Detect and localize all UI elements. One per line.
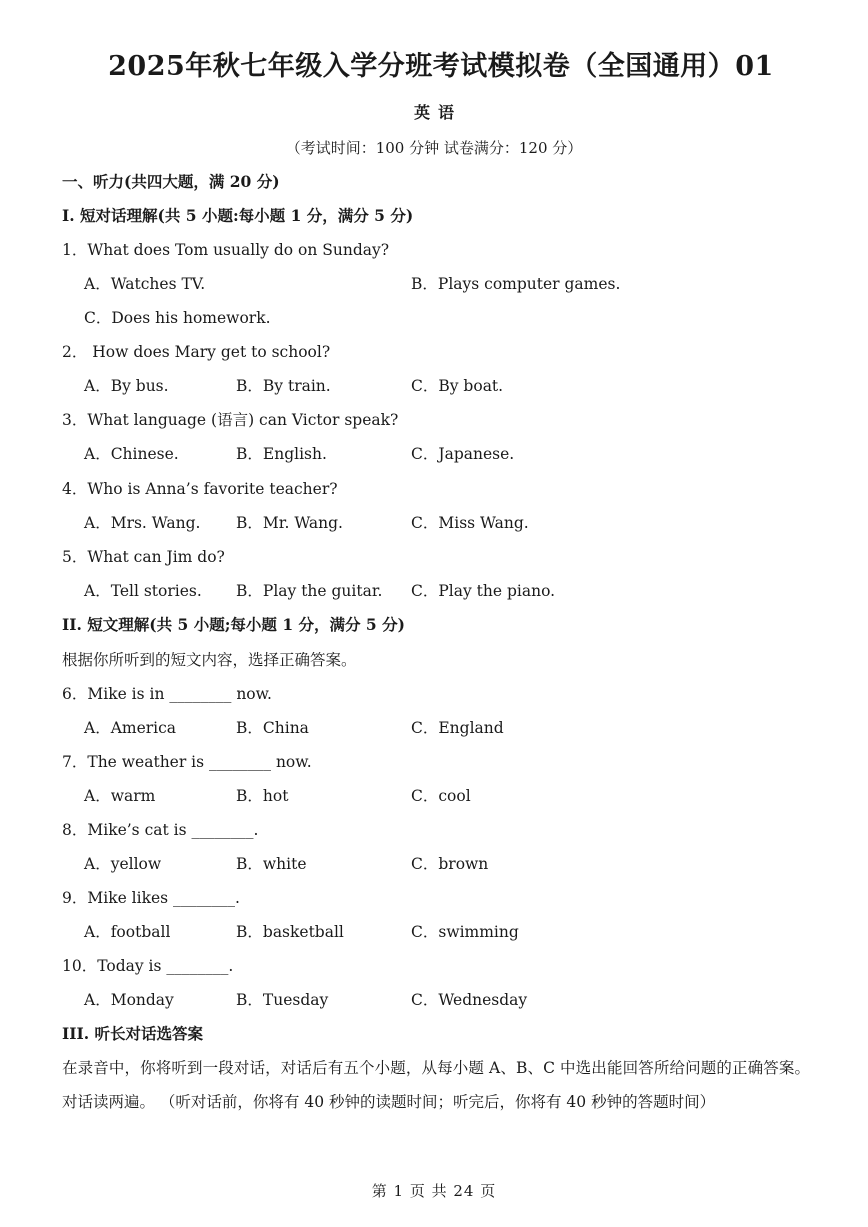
question-5-option-c: C．Play the piano. bbox=[411, 582, 556, 600]
subject-label: 英语 bbox=[413, 103, 462, 122]
part-heading-short-dialogues: I. 短对话理解(共 5 小题:每小题 1 分，满分 5 分) bbox=[62, 206, 414, 225]
question-5-option-b: B．Play the guitar. bbox=[236, 582, 383, 600]
page-title: 2025年秋七年级入学分班考试模拟卷（全国通用）01 bbox=[108, 51, 774, 82]
question-7-option-a: A．warm bbox=[84, 787, 156, 805]
question-8-option-c: C．brown bbox=[411, 855, 489, 873]
question-2-option-a: A．By bus. bbox=[84, 377, 169, 395]
question-5: 5．What can Jim do? bbox=[62, 548, 225, 566]
question-8: 8．Mike’s cat is ________. bbox=[62, 821, 259, 839]
question-6-option-a: A．America bbox=[84, 719, 177, 737]
question-6: 6．Mike is in ________ now. bbox=[62, 685, 272, 703]
question-7-option-b: B．hot bbox=[236, 787, 289, 805]
question-9-option-a: A．football bbox=[84, 923, 171, 941]
question-2: 2． How does Mary get to school? bbox=[62, 343, 331, 361]
question-9: 9．Mike likes ________. bbox=[62, 889, 240, 907]
question-7-option-c: C．cool bbox=[411, 787, 471, 805]
question-4-option-b: B．Mr. Wang. bbox=[236, 514, 343, 532]
question-3: 3．What language (语言) can Victor speak? bbox=[62, 411, 399, 429]
page-number: 第 1 页 共 24 页 bbox=[371, 1182, 497, 1200]
question-10: 10．Today is ________. bbox=[62, 957, 234, 975]
part-3-instruction: 在录音中，你将听到一段对话，对话后有五个小题，从每小题 A、B、C 中选出能回答所给问题的正确答案。对话读两遍。 （听对话前，你将有 40 秒钟的读题时间；听完后，你将有 40 秒钟的答题时间） bbox=[62, 1059, 810, 1111]
question-9-option-b: B．basketball bbox=[236, 923, 344, 941]
section-heading-listening: 一、听力(共四大题，满 20 分) bbox=[62, 172, 280, 191]
question-6-option-c: C．England bbox=[411, 719, 504, 737]
part-heading-long-dialogue: III. 听长对话选答案 bbox=[62, 1024, 204, 1043]
question-9-option-c: C．swimming bbox=[411, 923, 519, 941]
question-8-option-a: A．yellow bbox=[84, 855, 162, 873]
question-10-option-a: A．Monday bbox=[84, 991, 174, 1009]
question-10-option-b: B．Tuesday bbox=[236, 991, 329, 1009]
question-1-option-b: B．Plays computer games. bbox=[411, 275, 621, 293]
question-10-option-c: C．Wednesday bbox=[411, 991, 528, 1009]
question-8-option-b: B．white bbox=[236, 855, 307, 873]
exam-meta: （考试时间：100 分钟 试卷满分：120 分） bbox=[285, 139, 583, 157]
question-3-option-c: C．Japanese. bbox=[411, 445, 515, 463]
question-2-option-c: C．By boat. bbox=[411, 377, 504, 395]
question-3-option-b: B．English. bbox=[236, 445, 327, 463]
question-1-option-c: C．Does his homework. bbox=[84, 309, 271, 327]
question-4: 4．Who is Anna’s favorite teacher? bbox=[62, 480, 338, 498]
question-7: 7．The weather is ________ now. bbox=[62, 753, 312, 771]
question-4-option-c: C．Miss Wang. bbox=[411, 514, 529, 532]
question-2-option-b: B．By train. bbox=[236, 377, 331, 395]
part-2-instruction: 根据你所听到的短文内容，选择正确答案。 bbox=[62, 651, 357, 669]
part-heading-passage: II. 短文理解(共 5 小题;每小题 1 分，满分 5 分) bbox=[62, 615, 405, 634]
question-1: 1．What does Tom usually do on Sunday? bbox=[62, 241, 390, 259]
question-3-option-a: A．Chinese. bbox=[84, 445, 179, 463]
question-6-option-b: B．China bbox=[236, 719, 309, 737]
question-5-option-a: A．Tell stories. bbox=[84, 582, 202, 600]
question-1-option-a: A．Watches TV. bbox=[84, 275, 206, 293]
question-4-option-a: A．Mrs. Wang. bbox=[84, 514, 201, 532]
